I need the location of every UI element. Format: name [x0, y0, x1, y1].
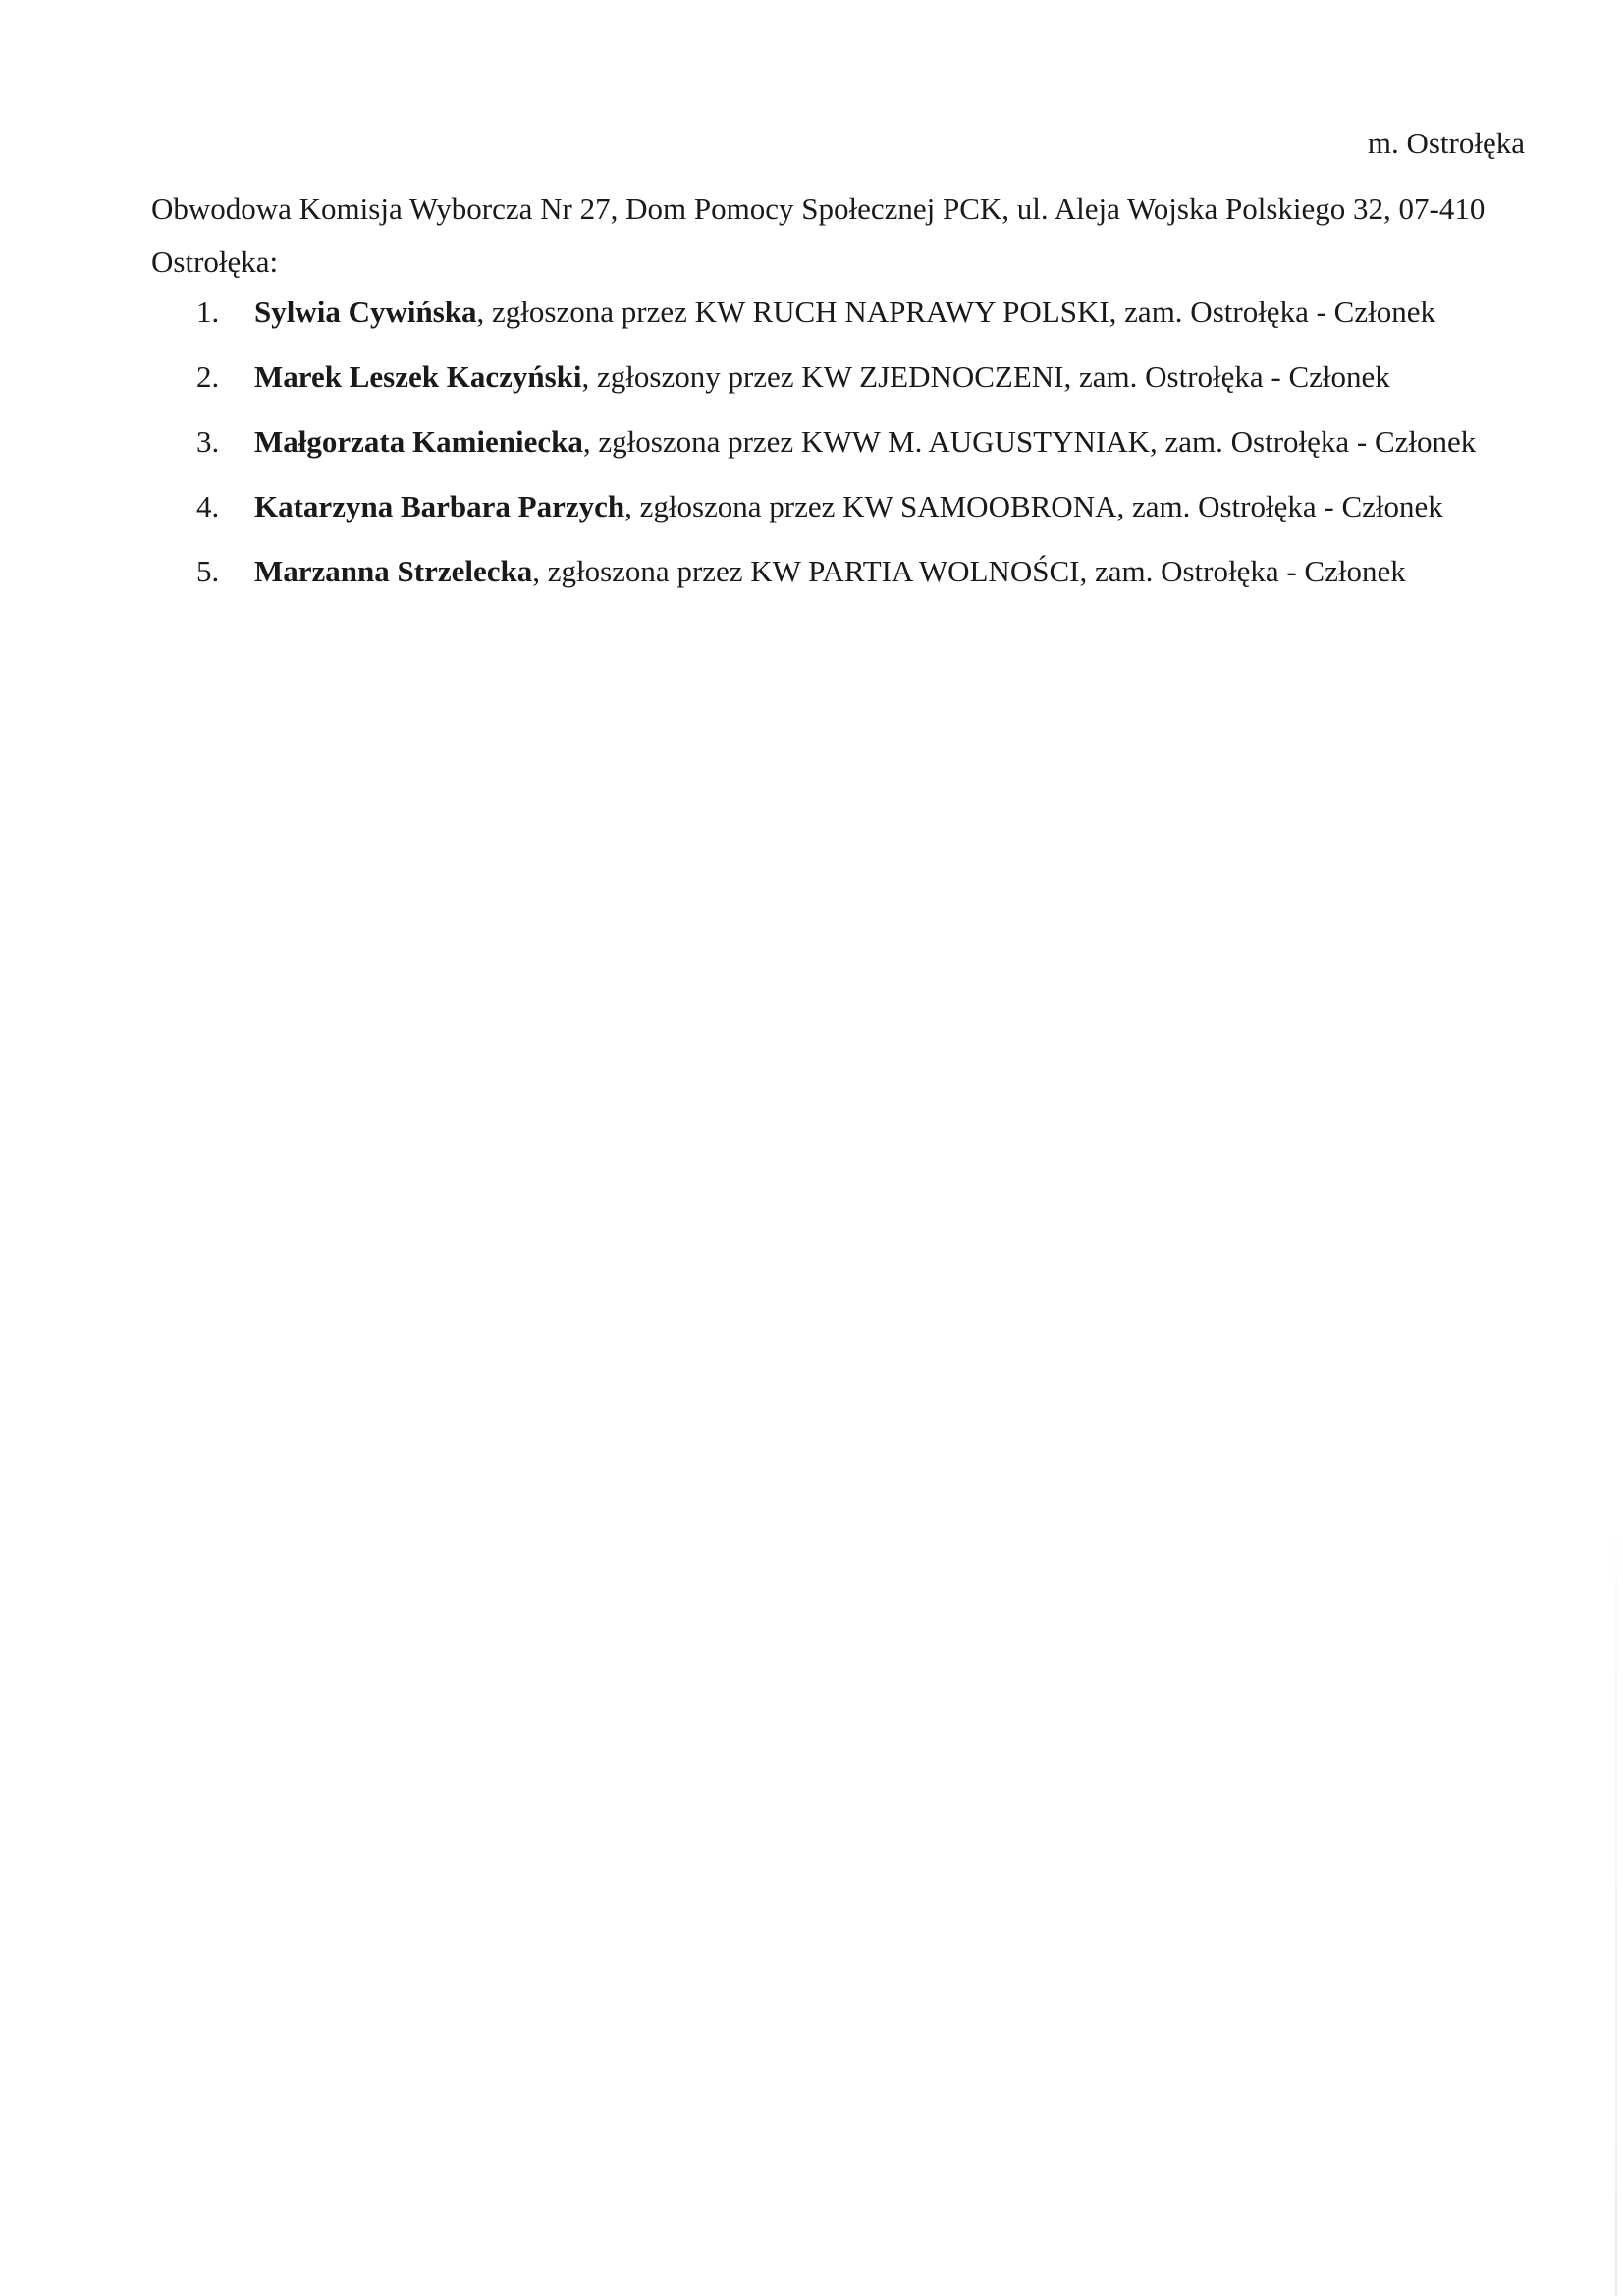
- member-name: Marzanna Strzelecka: [254, 554, 533, 588]
- member-details: , zgłoszona przez KWW M. AUGUSTYNIAK, zam. Ostrołęka - Członek: [582, 424, 1477, 459]
- list-item: [196, 550, 1492, 593]
- member-details: , zgłoszona przez KW SAMOOBRONA, zam. Ostrołęka - Członek: [624, 489, 1443, 523]
- item-number: 2.: [196, 359, 220, 394]
- item-number: 4.: [196, 489, 220, 523]
- member-list: [196, 291, 1492, 615]
- list-item: [196, 420, 1492, 464]
- member-name: Katarzyna Barbara Parzych: [254, 489, 625, 523]
- member-details: , zgłoszona przez KW RUCH NAPRAWY POLSKI, zam. Ostrołęka - Członek: [476, 295, 1435, 329]
- list-item: [196, 355, 1492, 399]
- member-details: , zgłoszona przez KW PARTIA WOLNOŚCI, zam. Ostrołęka - Członek: [532, 554, 1406, 588]
- member-details: , zgłoszony przez KW ZJEDNOCZENI, zam. Ostrołęka - Członek: [581, 359, 1390, 394]
- list-item: [196, 485, 1492, 528]
- commission-intro: Obwodowa Komisja Wyborcza Nr 27, Dom Pomocy Społecznej PCK, ul. Aleja Wojska Polskiego 32, 07-410 Ostrołęka:: [151, 191, 1486, 279]
- member-name: Marek Leszek Kaczyński: [254, 359, 582, 394]
- item-number: 1.: [196, 295, 220, 329]
- item-number: 3.: [196, 424, 220, 459]
- scan-edge-shadow: [1615, 1424, 1617, 2296]
- item-number: 5.: [196, 554, 220, 588]
- list-item: [196, 291, 1492, 334]
- member-name: Sylwia Cywińska: [254, 295, 477, 329]
- member-name: Małgorzata Kamieniecka: [254, 424, 583, 459]
- location-heading: m. Ostrołęka: [1367, 126, 1525, 160]
